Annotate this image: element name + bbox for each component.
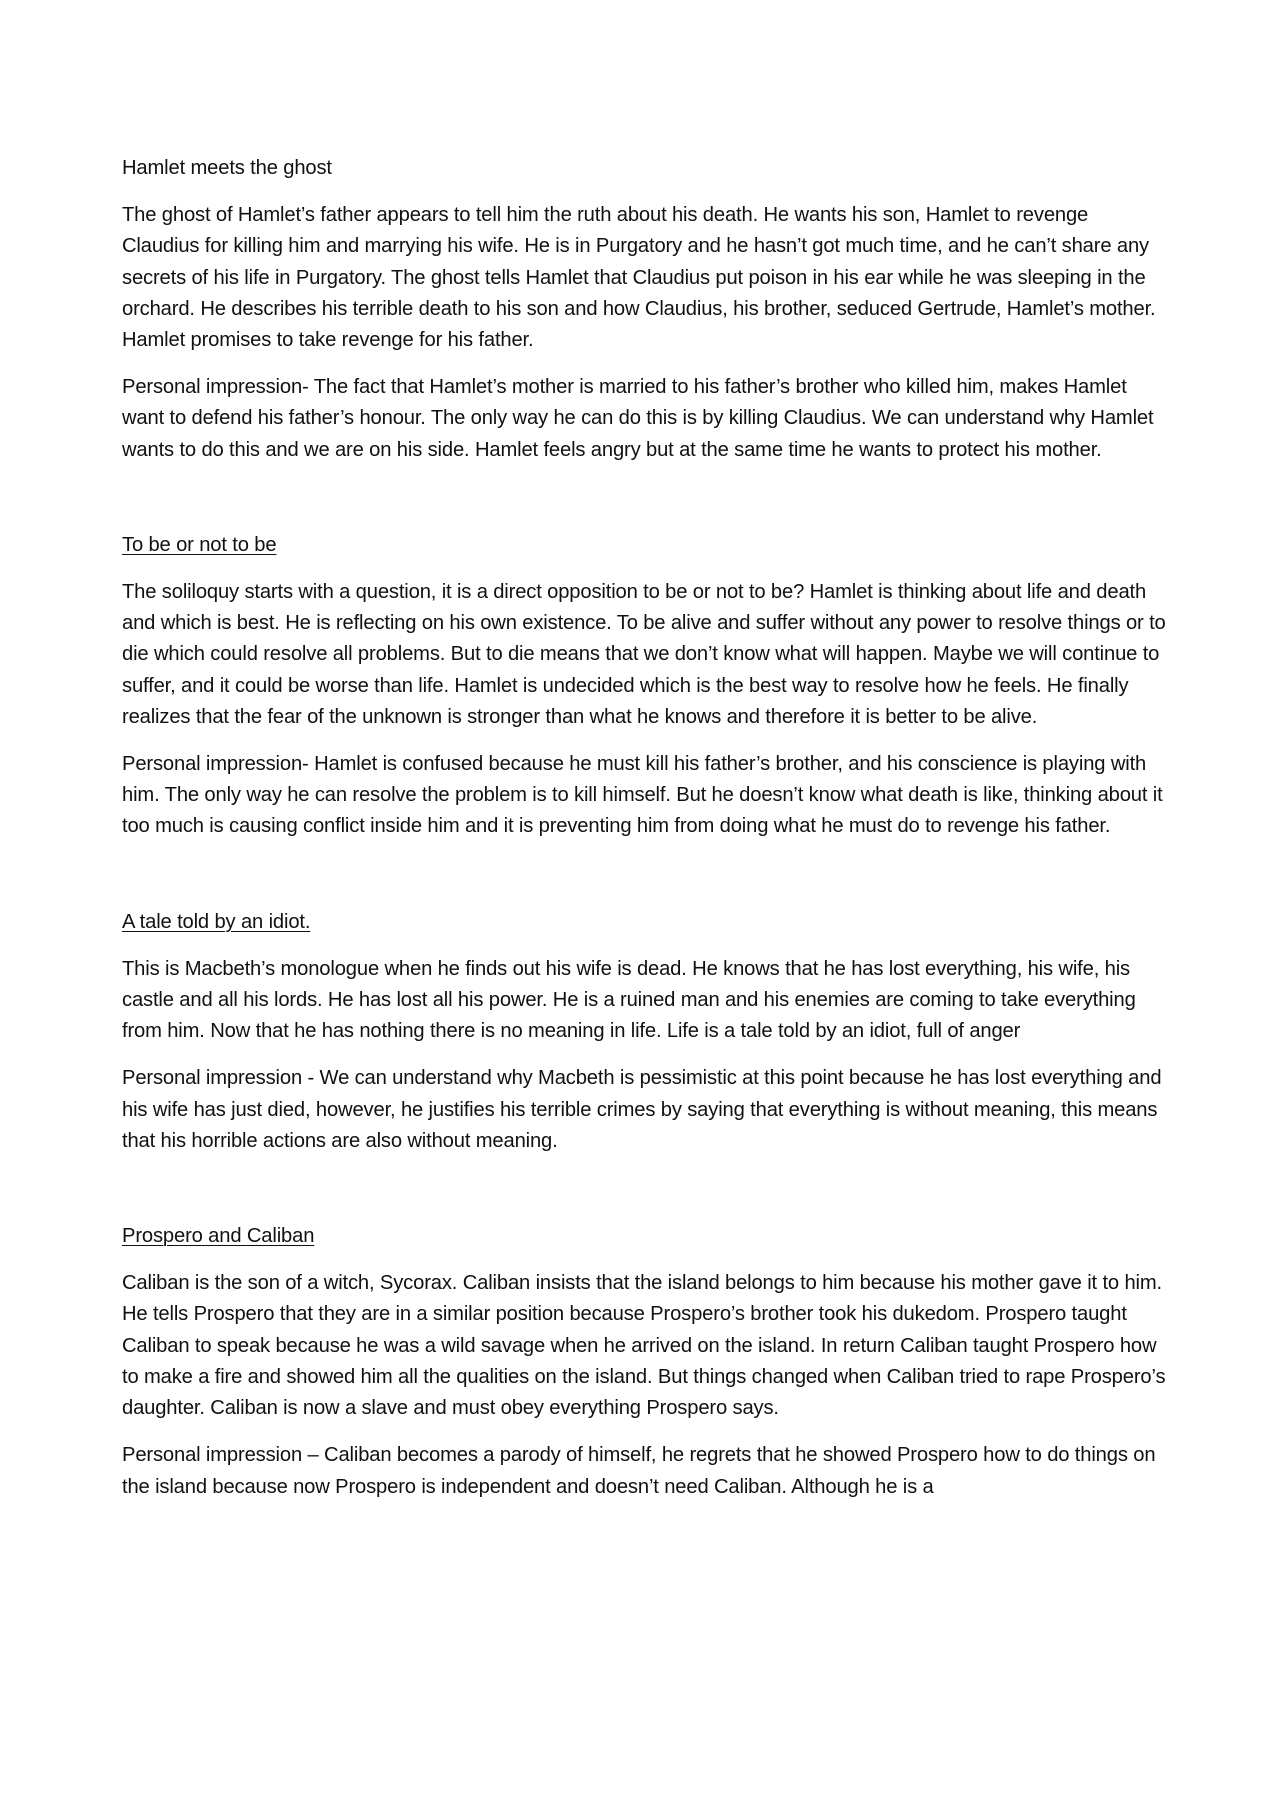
- section-title: Hamlet meets the ghost: [122, 157, 332, 179]
- section-title: Prospero and Caliban: [122, 1225, 315, 1248]
- paragraph: Personal impression- The fact that Hamlet’s mother is married to his father’s brother who killed him, makes Hamlet want to defend his father’s honour. The only way he can do this is by killing Claudius. We can understand why Hamlet wants to do this and we are on his side. Hamlet feels angry but at the same time he wants to protect his mother.: [122, 376, 1154, 461]
- paragraph: Personal impression- Hamlet is confused because he must kill his father’s brother, and his conscience is playing with him. The only way he can resolve the problem is to kill himself. But he doesn’t know what death is like, thinking about it too much is causing conflict inside him and it is preventing him from doing what he must do to revenge his father.: [122, 753, 1163, 838]
- paragraph: The ghost of Hamlet’s father appears to tell him the ruth about his death. He wants his son, Hamlet to revenge Claudius for killing him and marrying his wife. He is in Purgatory and he hasn’t got much time, and he can’t share any secrets of his life in Purgatory. The ghost tells Hamlet that Claudius put poison in his ear while he was sleeping in the orchard. He describes his terrible death to his son and how Claudius, his brother, seduced Gertrude, Hamlet’s mother. Hamlet promises to take revenge for his father.: [122, 204, 1156, 352]
- section-hamlet-meets-the-ghost: [122, 153, 1167, 466]
- paragraph: The soliloquy starts with a question, it is a direct opposition to be or not to be? Hamlet is thinking about life and death and which is best. He is reflecting on his own existence. To be alive and suffer without any power to resolve things or to die which could resolve all problems. But to die means that we don’t know what will happen. Maybe we will continue to suffer, and it could be worse than life. Hamlet is undecided which is the best way to resolve how he feels. He finally realizes that the fear of the unknown is stronger than what he knows and therefore it is better to be alive.: [122, 581, 1166, 728]
- section-title: To be or not to be: [122, 533, 277, 556]
- paragraph: This is Macbeth’s monologue when he finds out his wife is dead. He knows that he has lost everything, his wife, his castle and all his lords. He has lost all his power. He is a ruined man and his enemies are coming to take everything from him. Now that he has nothing there is no meaning in life. Life is a tale told by an idiot, full of anger: [122, 957, 1136, 1043]
- document-body: [122, 153, 1167, 1519]
- paragraph: Personal impression - We can understand why Macbeth is pessimistic at this point because he has lost everything and his wife has just died, however, he justifies his terrible crimes by saying that everything is without meaning, this means that his horrible actions are also without meaning.: [122, 1067, 1162, 1152]
- paragraph: Personal impression – Caliban becomes a parody of himself, he regrets that he showed Prospero how to do things on the island because now Prospero is independent and doesn’t need Caliban. Although he is a: [122, 1444, 1156, 1498]
- section-a-tale-told-by-an-idiot: [122, 907, 1167, 1157]
- spacer: [122, 1173, 1167, 1221]
- section-to-be-or-not-to-be: [122, 530, 1167, 843]
- spacer: [122, 482, 1167, 530]
- section-title: A tale told by an idiot.: [122, 910, 311, 933]
- section-prospero-and-caliban: [122, 1221, 1167, 1503]
- paragraph: Caliban is the son of a witch, Sycorax. Caliban insists that the island belongs to him because his mother gave it to him. He tells Prospero that they are in a similar position because Prospero’s brother took his dukedom. Prospero taught Caliban to speak because he was a wild savage when he arrived on the island. In return Caliban taught Prospero how to make a fire and showed him all the qualities on the island. But things changed when Caliban tried to rape Prospero’s daughter. Caliban is now a slave and must obey everything Prospero says.: [122, 1272, 1166, 1420]
- spacer: [122, 859, 1167, 907]
